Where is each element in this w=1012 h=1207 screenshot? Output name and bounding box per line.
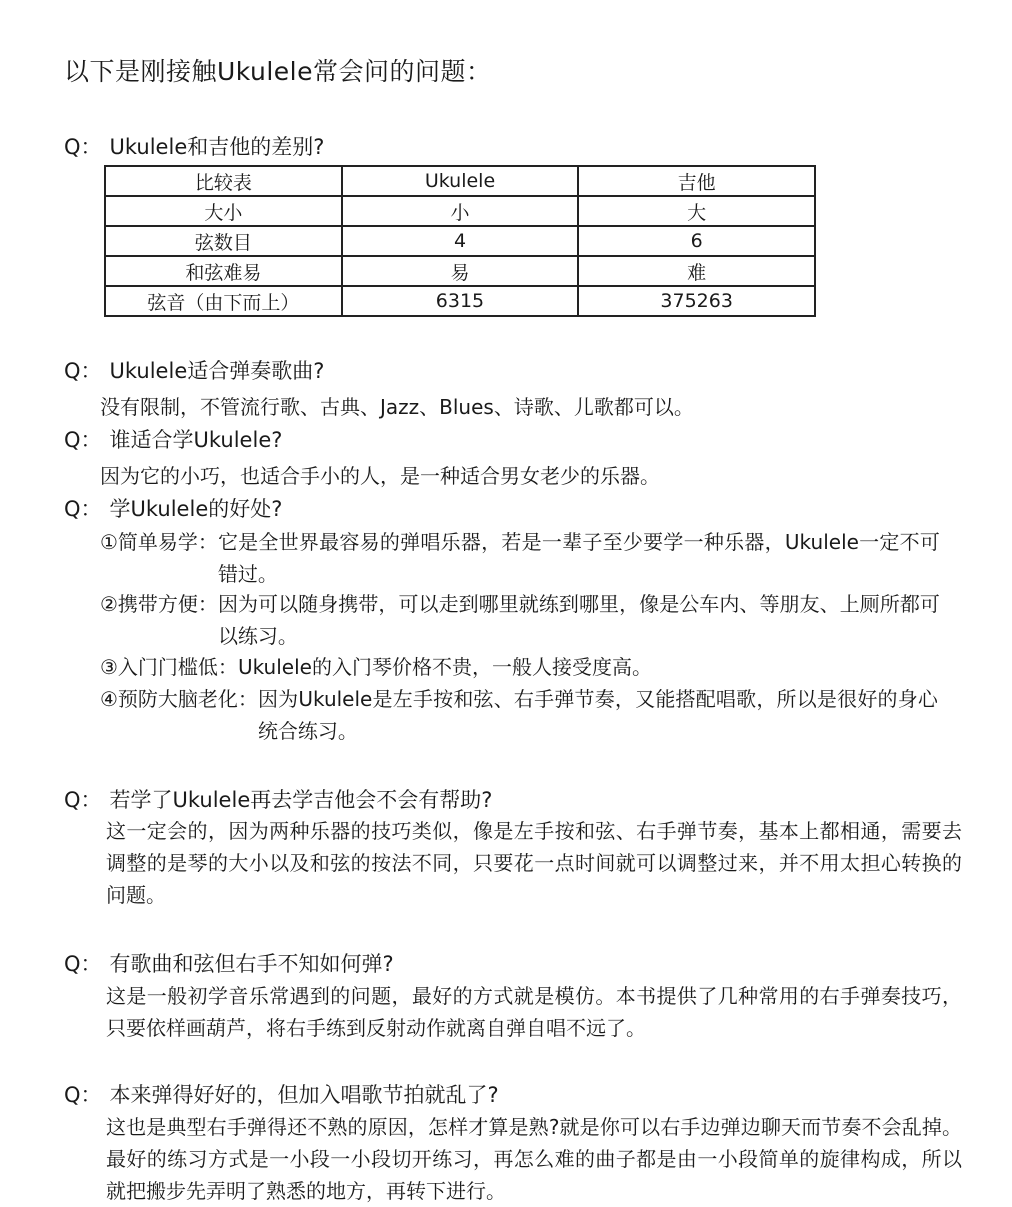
- q-label: Q：: [64, 359, 102, 383]
- answer-2: 没有限制，不管流行歌、古典、Jazz、Blues、诗歌、儿歌都可以。: [100, 395, 694, 419]
- question-text: Ukulele和吉他的差别?: [109, 135, 325, 159]
- table-cell: 小: [342, 196, 579, 226]
- benefit-item: [100, 588, 940, 652]
- benefit-text: 因为Ukulele是左手按和弦、右手弹节奏，又能搭配唱歌，所以是很好的身心统合练习。: [257, 687, 938, 743]
- table-row: [105, 286, 815, 316]
- q-label: Q：: [64, 1083, 102, 1107]
- question-text: 有歌曲和弦但右手不知如何弹?: [109, 952, 394, 976]
- table-cell: 弦数目: [105, 226, 342, 256]
- question-1: [64, 131, 324, 161]
- question-5: [64, 784, 492, 814]
- q-label: Q：: [64, 788, 102, 812]
- benefit-item: [100, 526, 940, 590]
- q-label: Q：: [64, 497, 102, 521]
- benefit-label: ①简单易学：: [100, 530, 218, 554]
- benefit-label: ③入门门槛低：: [100, 655, 238, 679]
- q-label: Q：: [64, 428, 102, 452]
- table-cell: 6: [578, 226, 815, 256]
- table-header-cell: 比较表: [105, 166, 342, 196]
- table-header-cell: 吉他: [578, 166, 815, 196]
- q-label: Q：: [64, 952, 102, 976]
- table-cell: 大小: [105, 196, 342, 226]
- table-cell: 大: [578, 196, 815, 226]
- question-7: [64, 1079, 499, 1109]
- table-cell: 难: [578, 256, 815, 286]
- benefit-text: Ukulele的入门琴价格不贵，一般人接受度高。: [237, 655, 652, 679]
- question-text: 若学了Ukulele再去学吉他会不会有帮助?: [109, 788, 493, 812]
- table-cell: 4: [342, 226, 579, 256]
- table-cell: 375263: [578, 286, 815, 316]
- benefit-label: ②携带方便：: [100, 592, 218, 616]
- benefit-text: 它是全世界最容易的弹唱乐器，若是一辈子至少要学一种乐器，Ukulele一定不可错过。: [217, 530, 940, 586]
- table-header-row: [105, 166, 815, 196]
- q-label: Q：: [64, 135, 102, 159]
- table-cell: 6315: [342, 286, 579, 316]
- question-text: 谁适合学Ukulele?: [109, 428, 283, 452]
- benefit-text: 因为可以随身携带，可以走到哪里就练到哪里，像是公车内、等朋友、上厕所都可以练习。: [217, 592, 940, 648]
- table-cell: 易: [342, 256, 579, 286]
- table-header-cell: Ukulele: [342, 166, 579, 196]
- question-text: 学Ukulele的好处?: [109, 497, 283, 521]
- benefit-item: [100, 651, 938, 683]
- question-3: [64, 424, 282, 454]
- question-2: [64, 355, 324, 385]
- answer-5: 这一定会的，因为两种乐器的技巧类似，像是左手按和弦、右手弹节奏，基本上都相通，需要去调整的是琴的大小以及和弦的按法不同，只要花一点时间就可以调整过来，并不用太担心转换的问题。: [106, 819, 962, 907]
- question-text: Ukulele适合弹奏歌曲?: [109, 359, 325, 383]
- benefit-item: [100, 683, 938, 747]
- question-6: [64, 948, 394, 978]
- answer-7: 这也是典型右手弹得还不熟的原因，怎样才算是熟?就是你可以右手边弹边聊天而节奏不会乱掉。最好的练习方式是一小段一小段切开练习，再怎么难的曲子都是由一小段简单的旋律构成，所以就把搬步先弄明了熟悉的地方，再转下进行。: [106, 1115, 962, 1203]
- page-title: 以下是刚接触Ukulele常会问的问题：: [64, 57, 492, 86]
- table-cell: 和弦难易: [105, 256, 342, 286]
- answer-6: 这是一般初学音乐常遇到的问题，最好的方式就是模仿。本书提供了几种常用的右手弹奏技巧，只要依样画葫芦，将右手练到反射动作就离自弹自唱不远了。: [106, 984, 962, 1040]
- table-row: [105, 256, 815, 286]
- table-cell: 弦音（由下而上）: [105, 286, 342, 316]
- table-row: [105, 196, 815, 226]
- answer-3: 因为它的小巧，也适合手小的人，是一种适合男女老少的乐器。: [100, 464, 660, 488]
- question-4: [64, 493, 282, 523]
- benefit-label: ④预防大脑老化：: [100, 687, 258, 711]
- question-text: 本来弹得好好的，但加入唱歌节拍就乱了?: [109, 1083, 499, 1107]
- comparison-table: [104, 165, 816, 317]
- table-row: [105, 226, 815, 256]
